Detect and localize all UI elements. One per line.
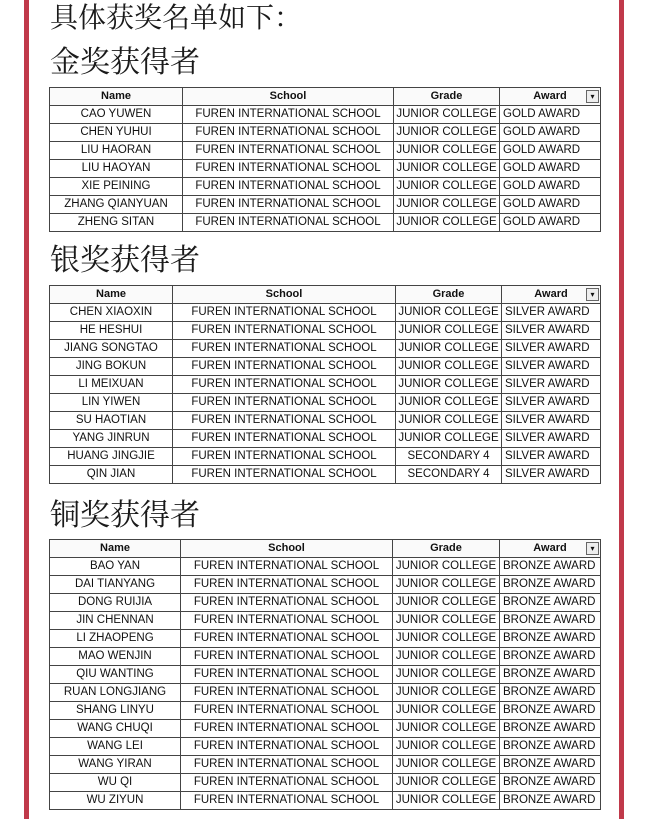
cell-award: SILVER AWARD [502, 394, 601, 412]
cell-name: WANG LEI [50, 738, 181, 756]
cell-name: LIN YIWEN [50, 394, 173, 412]
table-row [50, 612, 601, 630]
silver-award-table [49, 285, 601, 484]
cell-school: FUREN INTERNATIONAL SCHOOL [183, 106, 394, 124]
cell-award: GOLD AWARD [500, 106, 601, 124]
cell-grade: JUNIOR COLLEGE [393, 666, 500, 684]
column-header-award[interactable] [500, 540, 601, 558]
cell-award: BRONZE AWARD [500, 612, 601, 630]
cell-grade: JUNIOR COLLEGE [396, 412, 502, 430]
cell-school: FUREN INTERNATIONAL SCHOOL [181, 702, 393, 720]
cell-award: BRONZE AWARD [500, 702, 601, 720]
cell-school: FUREN INTERNATIONAL SCHOOL [173, 394, 396, 412]
table-row [50, 594, 601, 612]
cell-school: FUREN INTERNATIONAL SCHOOL [183, 214, 394, 232]
cell-grade: JUNIOR COLLEGE [394, 214, 500, 232]
column-header-grade: Grade [394, 88, 500, 106]
cell-award: SILVER AWARD [502, 304, 601, 322]
column-header-school: School [173, 286, 396, 304]
gold-award-table [49, 87, 601, 232]
cell-award: BRONZE AWARD [500, 720, 601, 738]
cell-award: SILVER AWARD [502, 322, 601, 340]
cell-name: WU ZIYUN [50, 792, 181, 810]
cell-award: BRONZE AWARD [500, 774, 601, 792]
cell-award: BRONZE AWARD [500, 648, 601, 666]
cell-school: FUREN INTERNATIONAL SCHOOL [173, 340, 396, 358]
table-row [50, 394, 601, 412]
cell-school: FUREN INTERNATIONAL SCHOOL [181, 684, 393, 702]
cell-school: FUREN INTERNATIONAL SCHOOL [173, 412, 396, 430]
cell-name: ZHANG QIANYUAN [50, 196, 183, 214]
table-row [50, 106, 601, 124]
cell-school: FUREN INTERNATIONAL SCHOOL [181, 738, 393, 756]
cell-name: JIN CHENNAN [50, 612, 181, 630]
right-frame-border [619, 0, 624, 819]
cell-award: SILVER AWARD [502, 358, 601, 376]
cell-award: BRONZE AWARD [500, 630, 601, 648]
table-row [50, 630, 601, 648]
cell-school: FUREN INTERNATIONAL SCHOOL [181, 630, 393, 648]
table-row [50, 756, 601, 774]
table-row [50, 430, 601, 448]
cell-award: SILVER AWARD [502, 466, 601, 484]
cell-grade: JUNIOR COLLEGE [393, 648, 500, 666]
column-header-school: School [181, 540, 393, 558]
cell-name: HE HESHUI [50, 322, 173, 340]
cell-school: FUREN INTERNATIONAL SCHOOL [181, 594, 393, 612]
cell-grade: JUNIOR COLLEGE [396, 304, 502, 322]
cell-grade: JUNIOR COLLEGE [393, 720, 500, 738]
cell-award: GOLD AWARD [500, 160, 601, 178]
cell-name: BAO YAN [50, 558, 181, 576]
cell-school: FUREN INTERNATIONAL SCHOOL [181, 666, 393, 684]
bronze-award-table [49, 539, 601, 810]
cell-name: ZHENG SITAN [50, 214, 183, 232]
cell-name: MAO WENJIN [50, 648, 181, 666]
cell-name: WANG CHUQI [50, 720, 181, 738]
cell-grade: JUNIOR COLLEGE [394, 142, 500, 160]
cell-grade: JUNIOR COLLEGE [396, 358, 502, 376]
cell-name: YANG JINRUN [50, 430, 173, 448]
cell-grade: JUNIOR COLLEGE [393, 702, 500, 720]
filter-dropdown-icon[interactable]: ▾ [586, 288, 599, 301]
column-header-school: School [183, 88, 394, 106]
cell-award: BRONZE AWARD [500, 576, 601, 594]
cell-award: GOLD AWARD [500, 196, 601, 214]
cell-award: SILVER AWARD [502, 412, 601, 430]
cell-school: FUREN INTERNATIONAL SCHOOL [183, 124, 394, 142]
table-row [50, 304, 601, 322]
cell-name: CAO YUWEN [50, 106, 183, 124]
cell-school: FUREN INTERNATIONAL SCHOOL [183, 160, 394, 178]
cell-school: FUREN INTERNATIONAL SCHOOL [173, 322, 396, 340]
table-row [50, 124, 601, 142]
cell-school: FUREN INTERNATIONAL SCHOOL [173, 304, 396, 322]
table-row [50, 558, 601, 576]
cell-award: BRONZE AWARD [500, 738, 601, 756]
cell-school: FUREN INTERNATIONAL SCHOOL [181, 576, 393, 594]
cell-grade: JUNIOR COLLEGE [393, 774, 500, 792]
table-row [50, 322, 601, 340]
cell-name: WANG YIRAN [50, 756, 181, 774]
cell-school: FUREN INTERNATIONAL SCHOOL [173, 430, 396, 448]
cell-award: BRONZE AWARD [500, 666, 601, 684]
cell-grade: JUNIOR COLLEGE [396, 376, 502, 394]
cell-name: QIN JIAN [50, 466, 173, 484]
cell-grade: JUNIOR COLLEGE [393, 684, 500, 702]
table-row [50, 178, 601, 196]
cell-award: GOLD AWARD [500, 214, 601, 232]
cell-school: FUREN INTERNATIONAL SCHOOL [181, 774, 393, 792]
cell-award: BRONZE AWARD [500, 684, 601, 702]
cell-grade: JUNIOR COLLEGE [394, 106, 500, 124]
cell-grade: SECONDARY 4 [396, 466, 502, 484]
table-row [50, 648, 601, 666]
cell-grade: JUNIOR COLLEGE [396, 430, 502, 448]
table-row [50, 666, 601, 684]
table-row [50, 720, 601, 738]
table-row [50, 340, 601, 358]
cell-name: DONG RUIJIA [50, 594, 181, 612]
cell-award: GOLD AWARD [500, 124, 601, 142]
cell-grade: JUNIOR COLLEGE [393, 792, 500, 810]
table-row [50, 160, 601, 178]
table-header-row [50, 540, 601, 558]
cell-grade: JUNIOR COLLEGE [393, 594, 500, 612]
cell-grade: JUNIOR COLLEGE [394, 196, 500, 214]
cell-name: QIU WANTING [50, 666, 181, 684]
cell-name: JING BOKUN [50, 358, 173, 376]
table-row [50, 214, 601, 232]
column-header-award[interactable] [500, 88, 601, 106]
cell-school: FUREN INTERNATIONAL SCHOOL [181, 756, 393, 774]
cell-grade: JUNIOR COLLEGE [396, 322, 502, 340]
table-row [50, 576, 601, 594]
table-row [50, 376, 601, 394]
cell-school: FUREN INTERNATIONAL SCHOOL [181, 612, 393, 630]
cell-name: SHANG LINYU [50, 702, 181, 720]
cell-grade: JUNIOR COLLEGE [393, 558, 500, 576]
cell-grade: JUNIOR COLLEGE [394, 160, 500, 178]
cell-name: JIANG SONGTAO [50, 340, 173, 358]
cell-school: FUREN INTERNATIONAL SCHOOL [183, 178, 394, 196]
cell-school: FUREN INTERNATIONAL SCHOOL [181, 720, 393, 738]
cell-award: SILVER AWARD [502, 340, 601, 358]
filter-dropdown-icon[interactable]: ▾ [586, 542, 599, 555]
cell-award: BRONZE AWARD [500, 792, 601, 810]
cell-grade: JUNIOR COLLEGE [394, 178, 500, 196]
cell-grade: JUNIOR COLLEGE [396, 394, 502, 412]
table-row [50, 684, 601, 702]
cell-grade: SECONDARY 4 [396, 448, 502, 466]
column-header-label: Award [533, 542, 567, 554]
cell-school: FUREN INTERNATIONAL SCHOOL [173, 376, 396, 394]
cell-award: SILVER AWARD [502, 448, 601, 466]
table-row [50, 702, 601, 720]
gold-section-heading: 金奖获得者 [50, 45, 200, 80]
table-row [50, 412, 601, 430]
table-row [50, 196, 601, 214]
cell-name: WU QI [50, 774, 181, 792]
column-header-label: Award [534, 288, 568, 300]
cell-school: FUREN INTERNATIONAL SCHOOL [181, 792, 393, 810]
cell-award: BRONZE AWARD [500, 594, 601, 612]
cell-grade: JUNIOR COLLEGE [396, 340, 502, 358]
cell-grade: JUNIOR COLLEGE [393, 738, 500, 756]
cell-grade: JUNIOR COLLEGE [394, 124, 500, 142]
table-row [50, 358, 601, 376]
table-row [50, 448, 601, 466]
cell-grade: JUNIOR COLLEGE [393, 756, 500, 774]
column-header-grade: Grade [393, 540, 500, 558]
cell-grade: JUNIOR COLLEGE [393, 576, 500, 594]
table-row [50, 466, 601, 484]
cell-name: CHEN YUHUI [50, 124, 183, 142]
filter-dropdown-icon[interactable]: ▾ [586, 90, 599, 103]
cell-name: DAI TIANYANG [50, 576, 181, 594]
table-row [50, 774, 601, 792]
cell-grade: JUNIOR COLLEGE [393, 612, 500, 630]
cell-school: FUREN INTERNATIONAL SCHOOL [181, 648, 393, 666]
cell-school: FUREN INTERNATIONAL SCHOOL [173, 466, 396, 484]
cell-school: FUREN INTERNATIONAL SCHOOL [173, 448, 396, 466]
cell-school: FUREN INTERNATIONAL SCHOOL [181, 558, 393, 576]
column-header-grade: Grade [396, 286, 502, 304]
cell-grade: JUNIOR COLLEGE [393, 630, 500, 648]
column-header-award[interactable] [502, 286, 601, 304]
cell-school: FUREN INTERNATIONAL SCHOOL [173, 358, 396, 376]
cell-name: LI MEIXUAN [50, 376, 173, 394]
cell-name: LIU HAOYAN [50, 160, 183, 178]
cell-school: FUREN INTERNATIONAL SCHOOL [183, 142, 394, 160]
cell-name: XIE PEINING [50, 178, 183, 196]
cell-name: LI ZHAOPENG [50, 630, 181, 648]
cell-name: CHEN XIAOXIN [50, 304, 173, 322]
table-header-row [50, 88, 601, 106]
bronze-section-heading: 铜奖获得者 [50, 498, 200, 533]
silver-section-heading: 银奖获得者 [50, 243, 200, 278]
column-header-name: Name [50, 286, 173, 304]
cell-award: BRONZE AWARD [500, 756, 601, 774]
table-row [50, 738, 601, 756]
table-row [50, 792, 601, 810]
cell-award: GOLD AWARD [500, 178, 601, 196]
column-header-name: Name [50, 540, 181, 558]
cell-award: GOLD AWARD [500, 142, 601, 160]
cell-award: SILVER AWARD [502, 376, 601, 394]
intro-heading: 具体获奖名单如下： [50, 1, 303, 34]
column-header-label: Award [533, 90, 567, 102]
cell-award: SILVER AWARD [502, 430, 601, 448]
column-header-name: Name [50, 88, 183, 106]
cell-name: SU HAOTIAN [50, 412, 173, 430]
cell-name: RUAN LONGJIANG [50, 684, 181, 702]
table-row [50, 142, 601, 160]
table-header-row [50, 286, 601, 304]
cell-name: LIU HAORAN [50, 142, 183, 160]
left-frame-border [24, 0, 29, 819]
cell-school: FUREN INTERNATIONAL SCHOOL [183, 196, 394, 214]
cell-name: HUANG JINGJIE [50, 448, 173, 466]
cell-award: BRONZE AWARD [500, 558, 601, 576]
